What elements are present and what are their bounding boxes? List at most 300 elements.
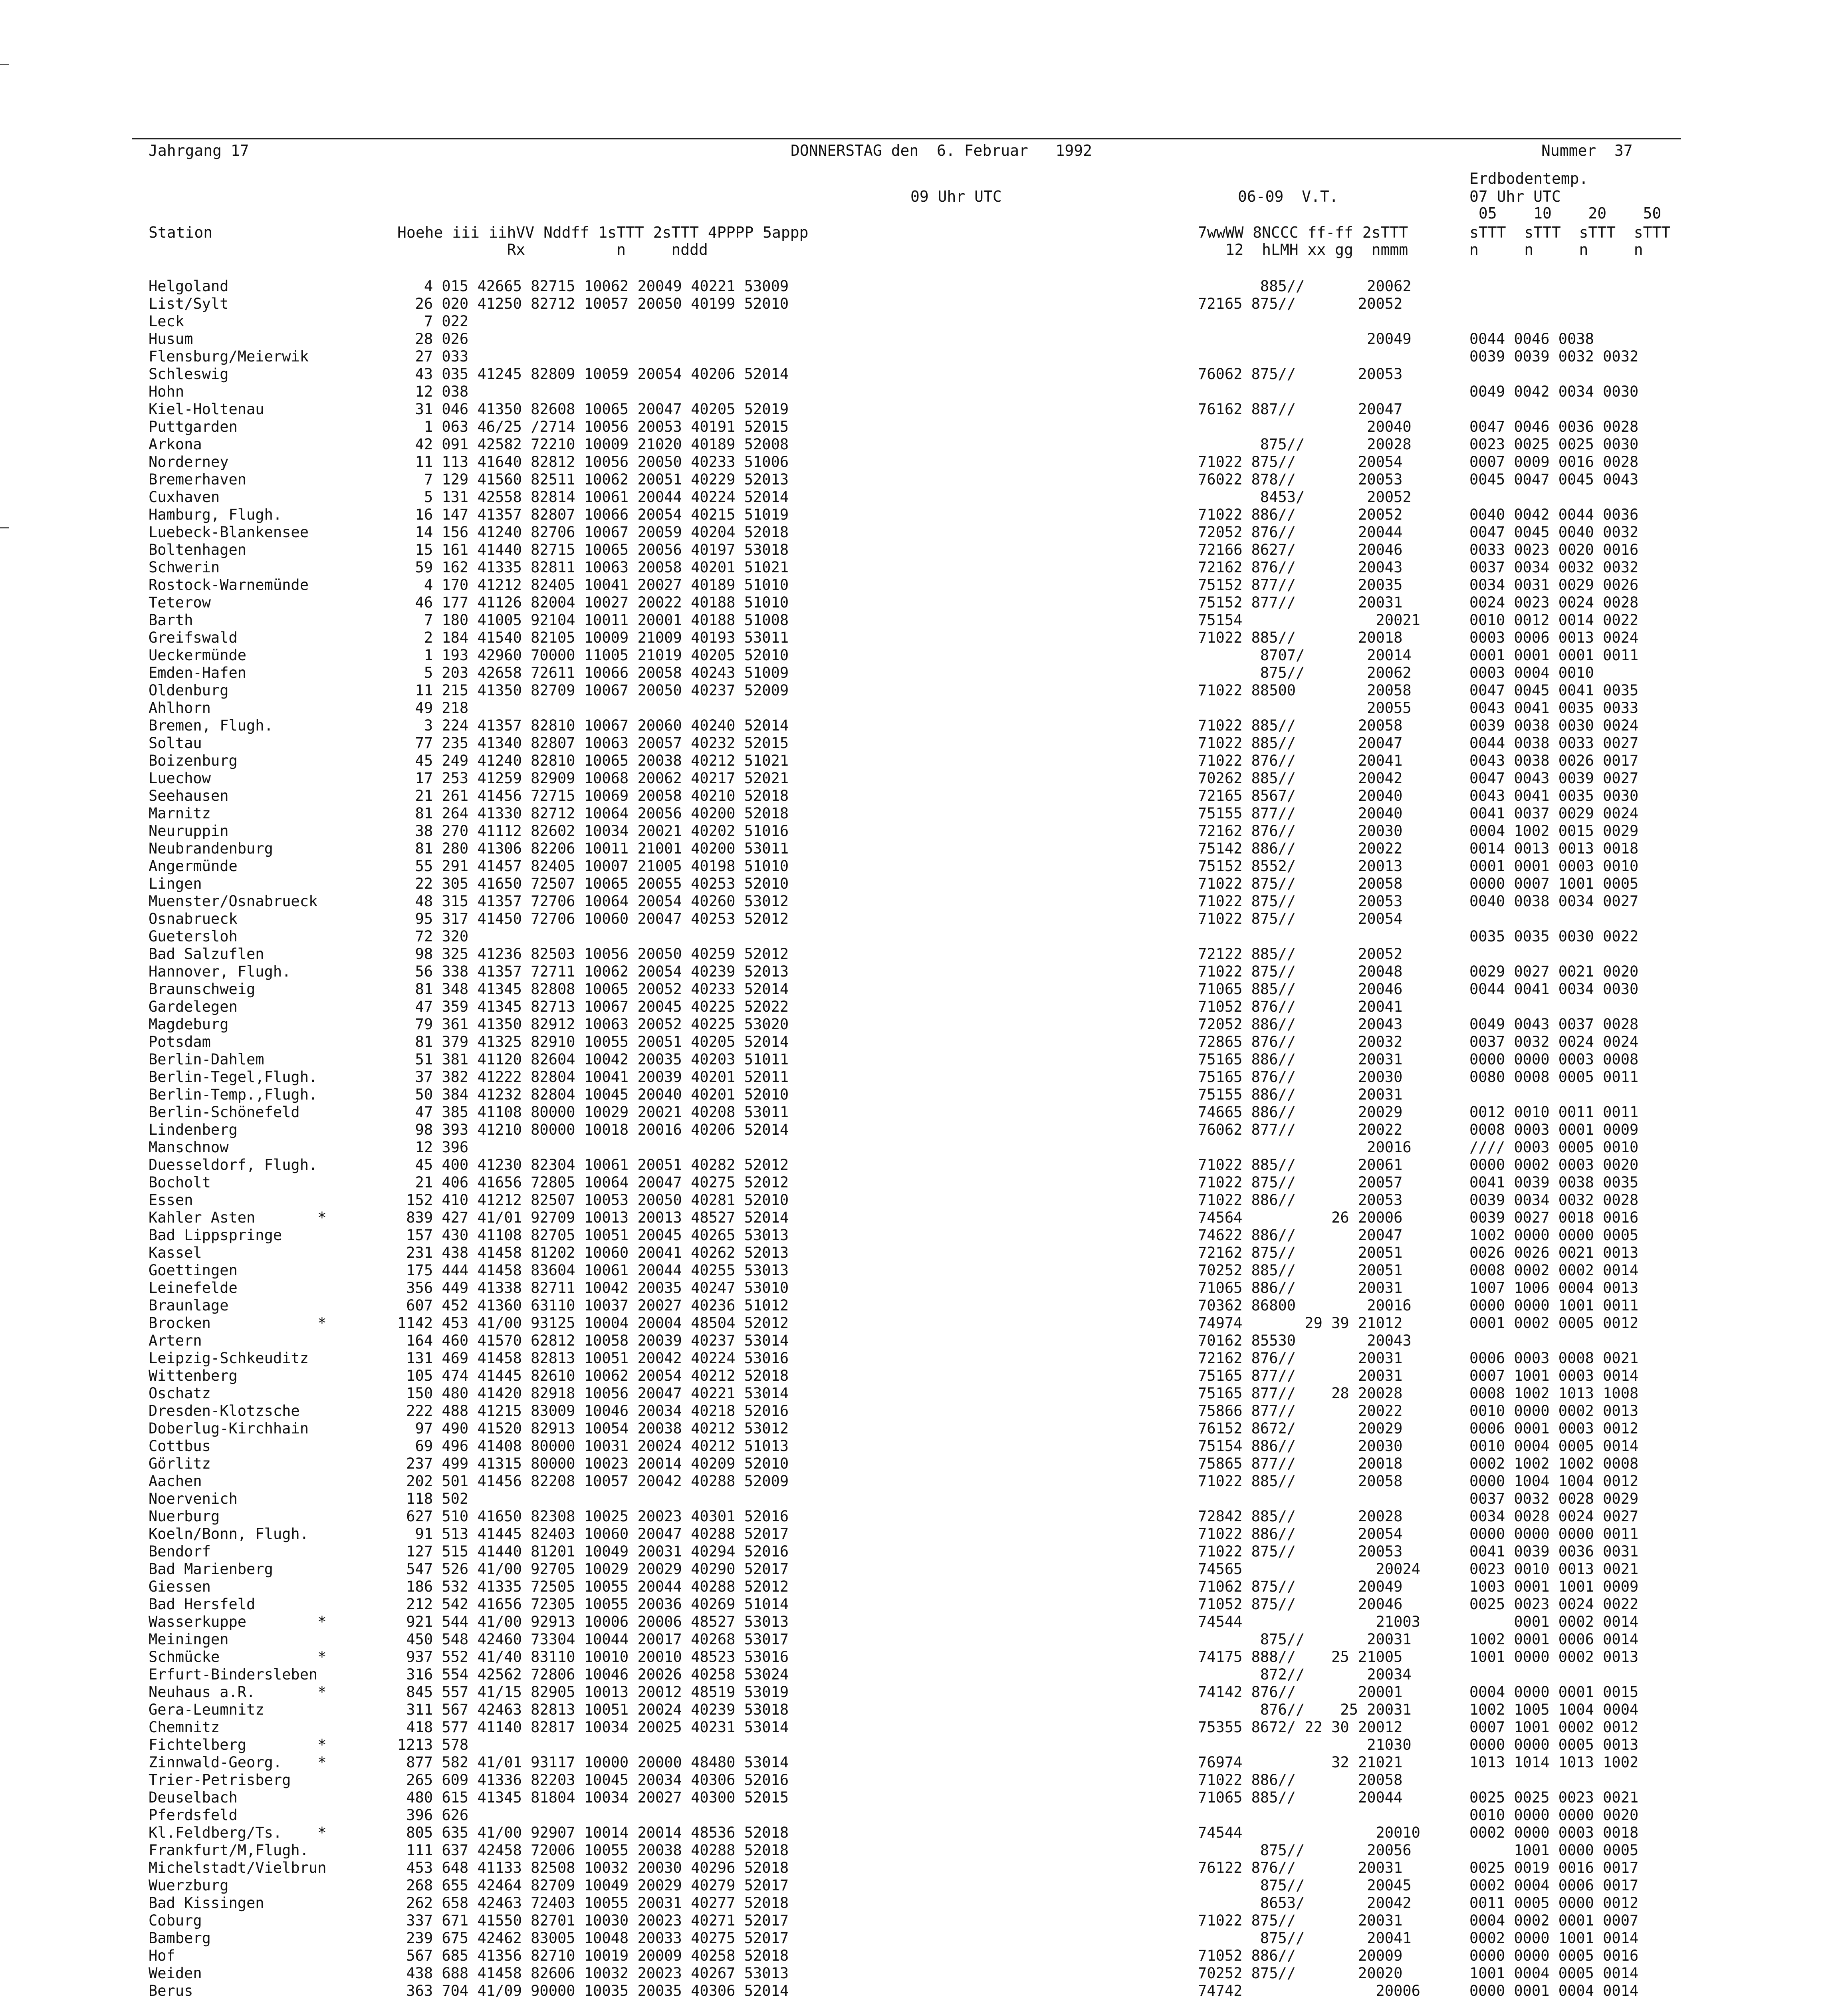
station-extra-values: 75142 886// 20022 (1198, 840, 1403, 857)
station-soil-values: 0010 0004 0005 0014 (1469, 1437, 1639, 1455)
station-synop-values: 51 381 41120 82604 10042 20035 40203 51011 (397, 1051, 789, 1068)
station-name: Schleswig (149, 365, 229, 383)
station-name: Lindenberg (149, 1121, 238, 1138)
station-synop-values: 69 496 41408 80000 10031 20024 40212 51013 (397, 1437, 789, 1455)
station-name: Lingen (149, 875, 202, 892)
station-name: Oschatz (149, 1385, 211, 1402)
station-extra-values: 72162 876// 20043 (1198, 559, 1403, 576)
station-name: Magdeburg (149, 1016, 229, 1033)
station-synop-values: 5 203 42658 72611 10066 20058 40243 51009 (397, 664, 789, 681)
station-name: Dresden-Klotzsche (149, 1402, 300, 1419)
station-synop-values: 118 502 (397, 1490, 469, 1507)
station-name: Zinnwald-Georg. * (149, 1754, 327, 1771)
station-extra-values: 71022 875// 20058 (1198, 875, 1403, 892)
station-extra-values: 76162 887// 20047 (1198, 401, 1403, 418)
station-extra-values: 71022 876// 20041 (1198, 752, 1403, 769)
station-synop-values: 131 469 41458 82813 10051 20042 40224 53016 (397, 1350, 789, 1367)
station-soil-values: 1001 0000 0002 0013 (1469, 1648, 1639, 1665)
station-synop-values: 418 577 41140 82817 10034 20025 40231 53014 (397, 1719, 789, 1736)
station-name: Hannover, Flugh. (149, 963, 291, 980)
station-soil-values: 0029 0027 0021 0020 (1469, 963, 1639, 980)
station-name: Bad Lippspringe (149, 1227, 282, 1244)
station-soil-values: 0002 0000 0003 0018 (1469, 1824, 1639, 1841)
station-synop-values: 7 180 41005 92104 10011 20001 40188 51008 (397, 611, 789, 629)
station-name: Ahlhorn (149, 699, 211, 717)
station-name: Erfurt-Bindersleben (149, 1666, 318, 1683)
station-extra-values: 71022 885// 20061 (1198, 1156, 1403, 1173)
station-extra-values: 75154 886// 20030 (1198, 1437, 1403, 1455)
station-name: Luebeck-Blankensee (149, 524, 309, 541)
station-name: Brocken * (149, 1314, 327, 1332)
station-soil-values: 0037 0032 0024 0024 (1469, 1033, 1639, 1050)
station-name: Kiel-Holtenau (149, 401, 264, 418)
station-synop-values: 3 224 41357 82810 10067 20060 40240 52014 (397, 717, 789, 734)
station-synop-values: 337 671 41550 82701 10030 20023 40271 52017 (397, 1912, 789, 1929)
station-extra-values: 72165 8567/ 20040 (1198, 787, 1403, 804)
station-synop-values: 45 400 41230 82304 10061 20051 40282 52012 (397, 1156, 789, 1173)
station-name: Manschnow (149, 1139, 229, 1156)
station-extra-values: 20055 (1198, 699, 1412, 717)
station-extra-values: 875// 20028 (1198, 436, 1412, 453)
station-extra-values: 72166 8627/ 20046 (1198, 541, 1403, 558)
station-soil-values: 0000 1004 1004 0012 (1469, 1473, 1639, 1490)
station-extra-values (1198, 313, 1461, 330)
station-name: Neuruppin (149, 822, 229, 840)
station-soil-values: //// 0003 0005 0010 (1469, 1139, 1639, 1156)
station-extra-values: 72162 876// 20030 (1198, 822, 1403, 840)
station-name: Schwerin (149, 559, 220, 576)
station-extra-values: 71022 875// 20031 (1198, 1912, 1403, 1929)
station-soil-values (1469, 1666, 1829, 1683)
station-name: Weiden (149, 1965, 202, 1982)
station-synop-values: 212 542 41656 72305 10055 20036 40269 51014 (397, 1596, 789, 1613)
station-extra-values: 75165 876// 20030 (1198, 1068, 1403, 1086)
station-soil-values: 0047 0045 0041 0035 (1469, 682, 1639, 699)
station-name: Boltenhagen (149, 541, 247, 558)
station-name: Teterow (149, 594, 211, 611)
station-extra-values: 74665 886// 20029 (1198, 1104, 1403, 1121)
station-name: Neuhaus a.R. * (149, 1683, 327, 1701)
time-right-heading: 06-09 V.T. (1238, 188, 1338, 205)
station-extra-values: 71062 875// 20049 (1198, 1578, 1403, 1595)
station-soil-values: 0001 0001 0001 0011 (1469, 647, 1639, 664)
station-synop-values: 316 554 42562 72806 10046 20026 40258 53024 (397, 1666, 789, 1683)
station-extra-values: 72052 876// 20044 (1198, 524, 1403, 541)
station-soil-values: 0040 0038 0034 0027 (1469, 893, 1639, 910)
station-synop-values: 56 338 41357 72711 10062 20054 40239 52013 (397, 963, 789, 980)
station-extra-values: 875// 20062 (1198, 664, 1412, 681)
station-soil-values: 0023 0010 0013 0021 (1469, 1560, 1639, 1578)
station-name: Berus (149, 1982, 193, 1997)
station-name: Essen (149, 1191, 193, 1209)
station-name: Nuerburg (149, 1508, 220, 1525)
station-extra-values: 76022 878// 20053 (1198, 471, 1403, 488)
station-synop-values: 937 552 41/40 83110 10010 20010 48523 53016 (397, 1648, 789, 1665)
issue-number: Nummer 37 (1541, 142, 1633, 159)
station-soil-values (1469, 488, 1829, 506)
code-subheader-right: 12 hLMH xx gg nmmm (1198, 241, 1408, 258)
station-synop-values: 547 526 41/00 92705 10029 20029 40290 52017 (397, 1560, 789, 1578)
station-synop-values: 265 609 41336 82203 10045 20034 40306 52016 (397, 1771, 789, 1789)
station-name: Helgoland (149, 278, 229, 295)
station-column-label: Station (149, 224, 213, 241)
station-soil-values: 1002 0001 0006 0014 (1469, 1631, 1639, 1648)
station-synop-values: 49 218 (397, 699, 469, 717)
station-extra-values: 76062 875// 20053 (1198, 365, 1403, 383)
station-name: Boizenburg (149, 752, 238, 769)
station-name: Ueckermünde (149, 647, 247, 664)
station-soil-values: 0010 0012 0014 0022 (1469, 611, 1639, 629)
station-name: Hamburg, Flugh. (149, 506, 282, 523)
station-extra-values: 75152 877// 20035 (1198, 576, 1403, 594)
station-extra-values: 72052 886// 20043 (1198, 1016, 1403, 1033)
station-name: Bad Salzuflen (149, 945, 264, 963)
station-name: Kl.Feldberg/Ts. * (149, 1824, 327, 1841)
station-soil-values: 0000 0000 0003 0008 (1469, 1051, 1639, 1068)
station-synop-values: 42 091 42582 72210 10009 21020 40189 52008 (397, 436, 789, 453)
station-soil-values (1469, 401, 1829, 418)
station-extra-values: 76974 32 21021 (1198, 1754, 1403, 1771)
station-soil-values: 1002 1005 1004 0004 (1469, 1701, 1639, 1718)
station-extra-values: 74622 886// 20047 (1198, 1227, 1403, 1244)
station-soil-values: 0001 0002 0014 (1469, 1613, 1639, 1630)
station-extra-values: 71022 885// 20047 (1198, 734, 1403, 752)
station-soil-values: 1003 0001 1001 0009 (1469, 1578, 1639, 1595)
station-name: Chemnitz (149, 1719, 220, 1736)
station-extra-values: 71065 886// 20031 (1198, 1279, 1403, 1296)
station-synop-values: 27 033 (397, 348, 469, 365)
station-name: Koeln/Bonn, Flugh. (149, 1525, 309, 1542)
station-soil-values: 1001 0004 0005 0014 (1469, 1965, 1639, 1982)
station-name: Deuselbach (149, 1789, 238, 1806)
station-soil-values: 0039 0034 0032 0028 (1469, 1191, 1639, 1209)
station-name: Duesseldorf, Flugh. (149, 1156, 318, 1173)
station-extra-values: 75152 877// 20031 (1198, 594, 1403, 611)
code-header-right: 7wwWW 8NCCC ff-ff 2sTTT (1198, 224, 1408, 241)
station-extra-values: 76122 876// 20031 (1198, 1859, 1403, 1876)
station-soil-values: 0037 0034 0032 0032 (1469, 559, 1639, 576)
synop-main-column (397, 278, 1192, 1997)
station-extra-values: 71022 875// 20054 (1198, 453, 1403, 470)
station-extra-values: 72162 876// 20031 (1198, 1350, 1403, 1367)
station-synop-values: 14 156 41240 82706 10067 20059 40204 52018 (397, 524, 789, 541)
station-extra-values: 71065 885// 20044 (1198, 1789, 1403, 1806)
station-extra-values: 20016 (1198, 1139, 1412, 1156)
station-soil-values: 0010 0000 0002 0013 (1469, 1402, 1639, 1419)
station-extra-values: 21030 (1198, 1736, 1412, 1753)
station-soil-values: 0041 0039 0036 0031 (1469, 1543, 1639, 1560)
station-soil-values: 0007 1001 0002 0012 (1469, 1719, 1639, 1736)
station-extra-values: 75165 877// 28 20028 (1198, 1385, 1403, 1402)
station-soil-values (1469, 910, 1829, 928)
station-name: Leipzig-Schkeuditz (149, 1350, 309, 1367)
station-extra-values: 70162 85530 20043 (1198, 1332, 1412, 1349)
station-extra-values: 74974 29 39 21012 (1198, 1314, 1403, 1332)
station-extra-values: 885// 20062 (1198, 278, 1412, 295)
station-name: Greifswald (149, 629, 238, 646)
station-extra-values: 71022 875// 20054 (1198, 910, 1403, 927)
station-extra-values: 872// 20034 (1198, 1666, 1412, 1683)
station-extra-values: 71022 885// 20018 (1198, 629, 1403, 646)
station-synop-values: 22 305 41650 72507 10065 20055 40253 52010 (397, 875, 789, 892)
station-soil-values: 0001 0001 0003 0010 (1469, 858, 1639, 875)
station-soil-values: 0023 0025 0025 0030 (1469, 436, 1639, 453)
code-subheader-main: Rx n nddd (397, 241, 708, 258)
station-name: Frankfurt/M,Flugh. (149, 1842, 309, 1859)
station-synop-values: 311 567 42463 82813 10051 20024 40239 53018 (397, 1701, 789, 1718)
station-name: Emden-Hafen (149, 664, 247, 681)
soil-depths: 05 10 20 50 (1469, 204, 1662, 222)
station-soil-values: 0047 0043 0039 0027 (1469, 770, 1639, 787)
station-extra-values (1198, 928, 1461, 945)
station-name: Doberlug-Kirchhain (149, 1420, 309, 1437)
station-synop-values: 37 382 41222 82804 10041 20039 40201 52011 (397, 1068, 789, 1086)
station-name: Bremerhaven (149, 471, 247, 488)
station-name: Bendorf (149, 1543, 211, 1560)
station-synop-values: 1 063 46/25 /2714 10056 20053 40191 52015 (397, 418, 789, 435)
station-synop-values: 26 020 41250 82712 10057 20050 40199 52010 (397, 295, 789, 312)
station-soil-values: 0047 0046 0036 0028 (1469, 418, 1639, 435)
station-synop-values: 175 444 41458 83604 10061 20044 40255 53013 (397, 1262, 789, 1279)
station-name: Wuerzburg (149, 1877, 229, 1894)
station-name-column (149, 278, 396, 1997)
station-extra-values: 72865 876// 20032 (1198, 1033, 1403, 1050)
station-soil-values: 0006 0001 0003 0012 (1469, 1420, 1639, 1437)
station-soil-values: 0004 1002 0015 0029 (1469, 822, 1639, 840)
station-soil-values: 0010 0000 0000 0020 (1469, 1806, 1639, 1824)
station-extra-values: 72122 885// 20052 (1198, 945, 1403, 963)
station-synop-values: 11 215 41350 82709 10067 20050 40237 52009 (397, 682, 789, 699)
margin-tick (0, 527, 9, 528)
station-synop-values: 98 393 41210 80000 10018 20016 40206 52014 (397, 1121, 789, 1138)
station-name: Gardelegen (149, 998, 238, 1015)
station-name: Trier-Petrisberg (149, 1771, 291, 1789)
station-synop-values: 607 452 41360 63110 10037 20027 40236 51012 (397, 1297, 789, 1314)
station-synop-values: 7 129 41560 82511 10062 20051 40229 52013 (397, 471, 789, 488)
station-soil-values: 0045 0047 0045 0043 (1469, 471, 1639, 488)
station-name: Wittenberg (149, 1367, 238, 1384)
station-name: Osnabrueck (149, 910, 238, 927)
station-synop-values: 164 460 41570 62812 10058 20039 40237 53014 (397, 1332, 789, 1349)
station-soil-values: 0007 1001 0003 0014 (1469, 1367, 1639, 1384)
station-name: Gera-Leumnitz (149, 1701, 264, 1718)
station-extra-values: 75155 877// 20040 (1198, 805, 1403, 822)
station-soil-values: 0049 0042 0034 0030 (1469, 383, 1639, 400)
station-extra-values: 75355 8672/ 22 30 20012 (1198, 1719, 1403, 1736)
station-name: Rostock-Warnemünde (149, 576, 309, 594)
station-soil-values: 0008 1002 1013 1008 (1469, 1385, 1639, 1402)
station-synop-values: 7 022 (397, 313, 469, 330)
station-name: Kassel (149, 1244, 202, 1261)
soil-temp-column (1469, 278, 1829, 1997)
station-synop-values: 81 280 41306 82206 10011 21001 40200 53011 (397, 840, 789, 857)
station-synop-values: 79 361 41350 82912 10063 20052 40225 53020 (397, 1016, 789, 1033)
station-synop-values: 157 430 41108 82705 10051 20045 40265 53013 (397, 1227, 789, 1244)
station-synop-values: 21 261 41456 72715 10069 20058 40210 52018 (397, 787, 789, 804)
station-soil-values: 1001 0000 0005 (1469, 1842, 1639, 1859)
station-extra-values: 8653/ 20042 (1198, 1894, 1412, 1912)
station-synop-values: 186 532 41335 72505 10055 20044 40288 52012 (397, 1578, 789, 1595)
station-soil-values: 0006 0003 0008 0021 (1469, 1350, 1639, 1367)
station-name: Neubrandenburg (149, 840, 273, 857)
station-name: Husum (149, 330, 193, 347)
station-synop-values: 4 170 41212 82405 10041 20027 40189 51010 (397, 576, 789, 594)
station-extra-values: 875// 20045 (1198, 1877, 1412, 1894)
station-name: Aachen (149, 1473, 202, 1490)
station-synop-values: 222 488 41215 83009 10046 20034 40218 52016 (397, 1402, 789, 1419)
station-synop-values: 95 317 41450 72706 10060 20047 40253 52012 (397, 910, 789, 927)
station-name: Marnitz (149, 805, 211, 822)
station-synop-values: 480 615 41345 81804 10034 20027 40300 52015 (397, 1789, 789, 1806)
station-synop-values: 17 253 41259 82909 10068 20062 40217 52021 (397, 770, 789, 787)
station-synop-values: 450 548 42460 73304 10044 20017 40268 53017 (397, 1631, 789, 1648)
station-synop-values: 72 320 (397, 928, 469, 945)
station-name: Michelstadt/Vielbrun (149, 1859, 327, 1876)
station-soil-values: 0025 0023 0024 0022 (1469, 1596, 1639, 1613)
station-extra-values: 71022 875// 20053 (1198, 1543, 1403, 1560)
station-synop-values: 55 291 41457 82405 10007 21005 40198 51010 (397, 858, 789, 875)
station-synop-values: 1213 578 (397, 1736, 469, 1753)
station-name: Arkona (149, 436, 202, 453)
station-soil-values: 0002 1002 1002 0008 (1469, 1455, 1639, 1472)
station-soil-values: 0033 0023 0020 0016 (1469, 541, 1639, 558)
station-synop-values: 21 406 41656 72805 10064 20047 40275 52012 (397, 1174, 789, 1191)
station-name: Flensburg/Meierwik (149, 348, 309, 365)
station-extra-values: 71022 875// 20053 (1198, 893, 1403, 910)
station-extra-values: 76062 877// 20022 (1198, 1121, 1403, 1138)
station-synop-values: 845 557 41/15 82905 10013 20012 48519 53019 (397, 1683, 789, 1701)
station-synop-values: 262 658 42463 72403 10055 20031 40277 52018 (397, 1894, 789, 1912)
station-soil-values: 1007 1006 0004 0013 (1469, 1279, 1639, 1296)
station-name: Norderney (149, 453, 229, 470)
station-name: Barth (149, 611, 193, 629)
code-header-soil: sTTT sTTT sTTT sTTT (1469, 224, 1671, 241)
erdboden-heading: Erdbodentemp. (1469, 170, 1588, 187)
station-soil-values: 0034 0031 0029 0026 (1469, 576, 1639, 594)
station-name: Oldenburg (149, 682, 229, 699)
station-synop-values: 77 235 41340 82807 10063 20057 40232 52015 (397, 734, 789, 752)
station-soil-values: 0041 0039 0038 0035 (1469, 1174, 1639, 1191)
station-extra-values: 71022 886// 20053 (1198, 1191, 1403, 1209)
station-extra-values: 74544 20010 (1198, 1824, 1420, 1841)
station-soil-values (1469, 313, 1829, 330)
station-soil-values (1469, 278, 1829, 295)
station-soil-values: 0043 0041 0035 0033 (1469, 699, 1639, 717)
station-name: Potsdam (149, 1033, 211, 1050)
station-synop-values: 38 270 41112 82602 10034 20021 40202 51016 (397, 822, 789, 840)
station-name: Soltau (149, 734, 202, 752)
station-name: Braunschweig (149, 981, 256, 998)
station-synop-values: 805 635 41/00 92907 10014 20014 48536 52018 (397, 1824, 789, 1841)
station-synop-values: 12 396 (397, 1139, 469, 1156)
station-name: Bad Marienberg (149, 1560, 273, 1578)
station-synop-values: 105 474 41445 82610 10062 20054 40212 52018 (397, 1367, 789, 1384)
station-synop-values: 363 704 41/09 90000 10035 20035 40306 52014 (397, 1982, 789, 1997)
top-rule (132, 138, 1681, 139)
station-name: Kahler Asten * (149, 1209, 327, 1226)
station-soil-values (1469, 1332, 1829, 1350)
station-synop-values: 231 438 41458 81202 10060 20041 40262 52013 (397, 1244, 789, 1261)
station-name: Bocholt (149, 1174, 211, 1191)
station-name: Wasserkuppe * (149, 1613, 327, 1630)
station-synop-values: 59 162 41335 82811 10063 20058 40201 51021 (397, 559, 789, 576)
station-name: Giessen (149, 1578, 211, 1595)
station-synop-values: 12 038 (397, 383, 469, 400)
station-name: Muenster/Osnabrueck (149, 893, 318, 910)
station-extra-values: 70252 875// 20020 (1198, 1965, 1403, 1982)
station-extra-values: 74142 876// 20001 (1198, 1683, 1403, 1701)
station-extra-values: 20049 (1198, 330, 1412, 347)
station-soil-values (1469, 1086, 1829, 1104)
station-synop-values: 877 582 41/01 93117 10000 20000 48480 53014 (397, 1754, 789, 1771)
station-name: Artern (149, 1332, 202, 1349)
time-main-heading: 09 Uhr UTC (910, 188, 1002, 205)
station-extra-values: 74175 888// 25 21005 (1198, 1648, 1403, 1665)
station-soil-values: 0039 0039 0032 0032 (1469, 348, 1639, 365)
station-extra-values: 875// 20056 (1198, 1842, 1412, 1859)
station-name: Berlin-Tegel,Flugh. (149, 1068, 318, 1086)
station-soil-values: 0044 0041 0034 0030 (1469, 981, 1639, 998)
station-synop-values: 5 131 42558 82814 10061 20044 40224 52014 (397, 488, 789, 506)
station-synop-values: 2 184 41540 82105 10009 21009 40193 53011 (397, 629, 789, 646)
station-extra-values: 75155 886// 20031 (1198, 1086, 1403, 1103)
station-synop-values: 438 688 41458 82606 10032 20023 40267 53013 (397, 1965, 789, 1982)
station-soil-values: 0002 0000 1001 0014 (1469, 1930, 1639, 1947)
station-extra-values: 8453/ 20052 (1198, 488, 1412, 506)
station-extra-values: 71022 885// 20058 (1198, 1473, 1403, 1490)
station-soil-values: 0039 0027 0018 0016 (1469, 1209, 1639, 1226)
station-extra-values: 71022 88500 20058 (1198, 682, 1412, 699)
station-name: Leinefelde (149, 1279, 238, 1296)
station-extra-values: 71022 875// 20057 (1198, 1174, 1403, 1191)
station-extra-values: 74564 26 20006 (1198, 1209, 1403, 1226)
station-extra-values: 70362 86800 20016 (1198, 1297, 1412, 1314)
station-extra-values: 20040 (1198, 418, 1412, 435)
station-soil-values: 0039 0038 0030 0024 (1469, 717, 1639, 734)
station-extra-values: 75165 886// 20031 (1198, 1051, 1403, 1068)
station-extra-values: 75865 877// 20018 (1198, 1455, 1403, 1472)
station-soil-values: 0008 0003 0001 0009 (1469, 1121, 1639, 1138)
station-synop-values: 47 359 41345 82713 10067 20045 40225 52022 (397, 998, 789, 1015)
station-soil-values: 0037 0032 0028 0029 (1469, 1490, 1639, 1507)
station-extra-values: 75154 20021 (1198, 611, 1420, 629)
station-name: Hohn (149, 383, 184, 400)
station-soil-values: 0000 0000 0005 0013 (1469, 1736, 1639, 1753)
station-extra-values: 70262 885// 20042 (1198, 770, 1403, 787)
station-extra-values: 75866 877// 20022 (1198, 1402, 1403, 1419)
station-soil-values: 0025 0019 0016 0017 (1469, 1859, 1639, 1876)
station-soil-values: 0044 0038 0033 0027 (1469, 734, 1639, 752)
synop-extra-column (1198, 278, 1461, 1997)
station-name: Luechow (149, 770, 211, 787)
issue-date: DONNERSTAG den 6. Februar 1992 (791, 142, 1092, 159)
station-name: Cuxhaven (149, 488, 220, 506)
station-extra-values: 71022 886// 20054 (1198, 1525, 1403, 1542)
station-synop-values: 81 264 41330 82712 10064 20056 40200 52018 (397, 805, 789, 822)
station-name: Bad Kissingen (149, 1894, 264, 1912)
station-synop-values: 1142 453 41/00 93125 10004 20004 48504 52012 (397, 1314, 789, 1332)
station-name: Guetersloh (149, 928, 238, 945)
station-extra-values: 71022 886// 20052 (1198, 506, 1403, 523)
station-extra-values: 71022 885// 20058 (1198, 717, 1403, 734)
station-name: Noervenich (149, 1490, 238, 1507)
station-synop-values: 627 510 41650 82308 10025 20023 40301 52016 (397, 1508, 789, 1525)
station-synop-values: 839 427 41/01 92709 10013 20013 48527 52014 (397, 1209, 789, 1226)
erdboden-time: 07 Uhr UTC (1469, 188, 1561, 205)
station-name: Pferdsfeld (149, 1806, 238, 1824)
station-soil-values (1469, 1771, 1829, 1789)
station-soil-values: 1013 1014 1013 1002 (1469, 1754, 1639, 1771)
